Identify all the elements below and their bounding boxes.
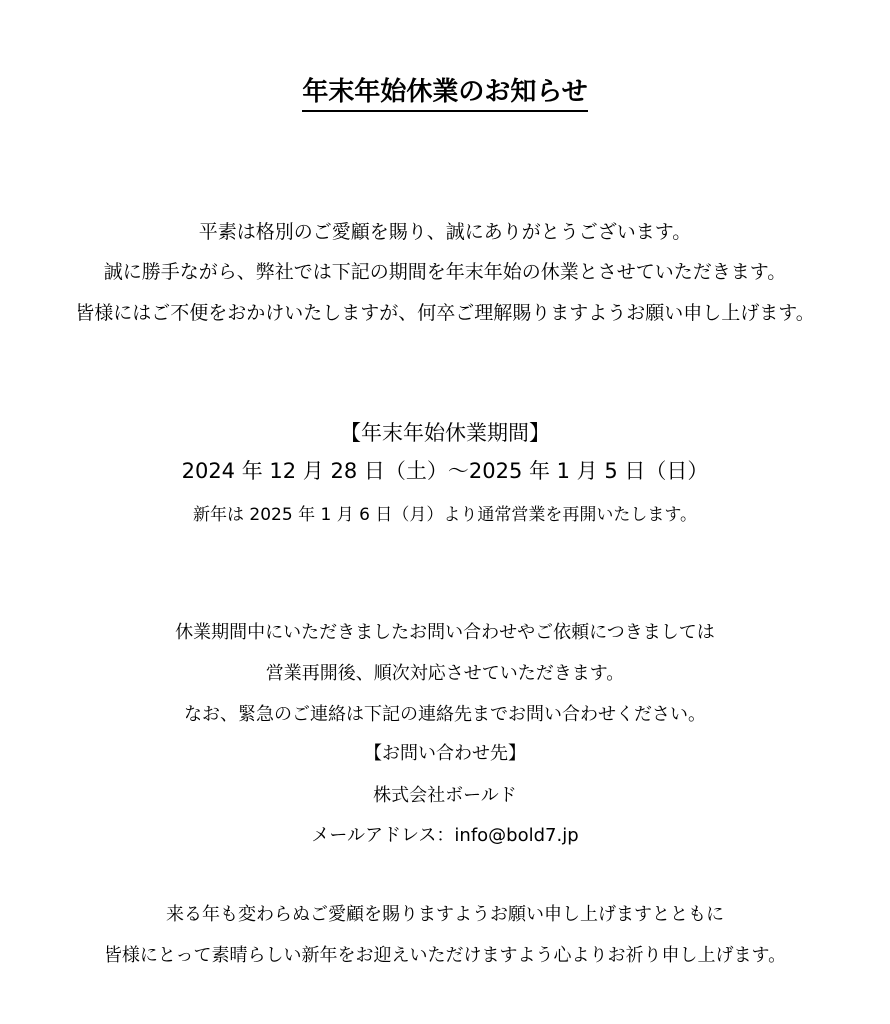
closing-line-2: 皆様にとって素晴らしい新年をお迎えいただけますよう心よりお祈り申し上げます。 bbox=[103, 945, 787, 966]
closing-line-1: 来る年も変わらぬご愛顧を賜りますようお願い申し上げますとともに bbox=[166, 904, 724, 925]
notice-title: 年末年始休業のお知らせ bbox=[302, 74, 587, 112]
intro-line-3: 皆様にはご不便をおかけいたしますが、何卒ご理解賜りますようお願い申し上げます。 bbox=[75, 302, 815, 324]
holiday-period-dates: 2024 年 12 月 28 日（土）～2025 年 1 月 5 日（日） bbox=[181, 459, 709, 483]
notice-title-row bbox=[0, 72, 890, 112]
reopen-notice: 新年は 2025 年 1 月 6 日（月）より通常営業を再開いたします。 bbox=[193, 505, 697, 525]
inquiry-line-1: 休業期間中にいただきましたお問い合わせやご依頼につきましては bbox=[175, 622, 715, 643]
contact-company: 株式会社ボールド bbox=[373, 785, 517, 806]
intro-line-1: 平素は格別のご愛顧を賜り、誠にありがとうございます。 bbox=[198, 221, 692, 243]
contact-heading: 【お問い合わせ先】 bbox=[364, 743, 526, 764]
holiday-period-heading: 【年末年始休業期間】 bbox=[340, 421, 550, 445]
intro-line-2: 誠に勝手ながら、弊社では下記の期間を年末年始の休業とさせていただきます。 bbox=[103, 261, 787, 283]
contact-email: メールアドレス：info@bold7.jp bbox=[311, 825, 579, 846]
inquiry-line-3: なお、緊急のご連絡は下記の連絡先までお問い合わせください。 bbox=[184, 704, 706, 725]
inquiry-line-2: 営業再開後、順次対応させていただきます。 bbox=[265, 663, 625, 684]
